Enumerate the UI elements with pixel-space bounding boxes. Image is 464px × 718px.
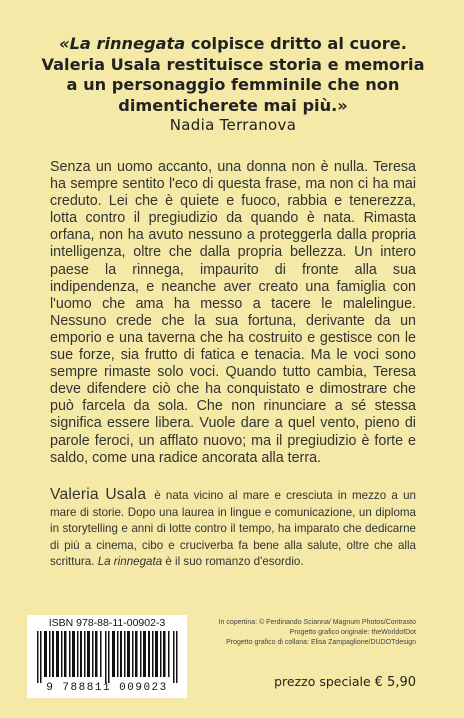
price-amount: € 5,90 xyxy=(374,675,416,690)
quote-author: Nadia Terranova xyxy=(169,116,297,134)
bio-text-before: è nata vicino al mare e cresciuta in mezzo a un mare di storie. Dopo una laurea in lingue e comunicazione, un diploma in storytelling e anni di lotte contro il tempo, ha imparato che dedicarne di più a cinema, cibo e cruciverba fa bene alla salute, oltre che alla scrittura. xyxy=(50,489,416,569)
bio-book-title: La rinnegata xyxy=(97,555,163,569)
credits-design-original: Progetto grafico originale: theWorldofDot xyxy=(289,629,416,636)
quote-line-3: a un personaggio femminile che non xyxy=(66,75,400,94)
price xyxy=(274,674,416,690)
synopsis-text: Senza un uomo accanto, una donna non è nulla. Teresa ha sempre sentito l'eco di questa frase, ma non ci ha mai creduto. Lei che è quiete e fuoco, rabbia e tenerezza, lotta contro il pregiudizio da quando è nata. Rimasta orfana, non ha avuto nessuno a proteggerla dalla propria intelligenza, oltre che dalla propria bellezza. Un intero paese la rinnega, impaurito di fronte alla sua indipendenza, e neanche aver creato una famiglia con l'uomo che ama ha messo a tacere le malelingue. Nessuno crede che la sua fortuna, derivante da un emporio e una taverna che ha costruito e gestisce con le sue forze, sia frutto di fatica e tenacia. Ma le voci sono sempre rimaste solo voci. Quando tutto cambia, Teresa deve difendere ciò che ha conquistato e dimostrare che può farcela da sola. Che non rinunciare a sé stessa significa essere libera. Vuole dare a quel vento, pieno di parole feroci, un afflato nuovo; ma il pregiudizio è forte e saldo, come una radice ancorata alla terra. xyxy=(50,159,416,466)
quote-line-2: Valeria Usala restituisce storia e memoria xyxy=(41,54,425,74)
price-label: prezzo speciale xyxy=(274,674,371,689)
barcode-digits: 9 788811 009023 xyxy=(46,682,168,694)
credits-design-series: Progetto grafico di collana: Elisa Zampaglione/DUDOTdesign xyxy=(226,639,416,646)
credits-cover: In copertina: © Ferdinando Scianna/ Magnum Photos/Contrasto xyxy=(218,619,416,626)
barcode-box xyxy=(27,615,187,698)
author-bio xyxy=(50,487,416,571)
credits xyxy=(176,618,416,648)
quote-book-title: «La rinnegata xyxy=(59,34,186,53)
bio-text-after: è il suo romanzo d'esordio. xyxy=(165,555,304,569)
quote-line-1 xyxy=(28,34,438,55)
blurb-quote xyxy=(28,34,438,116)
isbn-label: ISBN 978-88-11-00902-3 xyxy=(48,617,166,629)
bio-author-name: Valeria Usala xyxy=(50,486,147,503)
quote-line-4: dimenticherete mai più.» xyxy=(118,95,348,115)
barcode-icon xyxy=(37,631,179,683)
quote-line-1-rest: colpisce dritto al cuore. xyxy=(185,34,407,53)
